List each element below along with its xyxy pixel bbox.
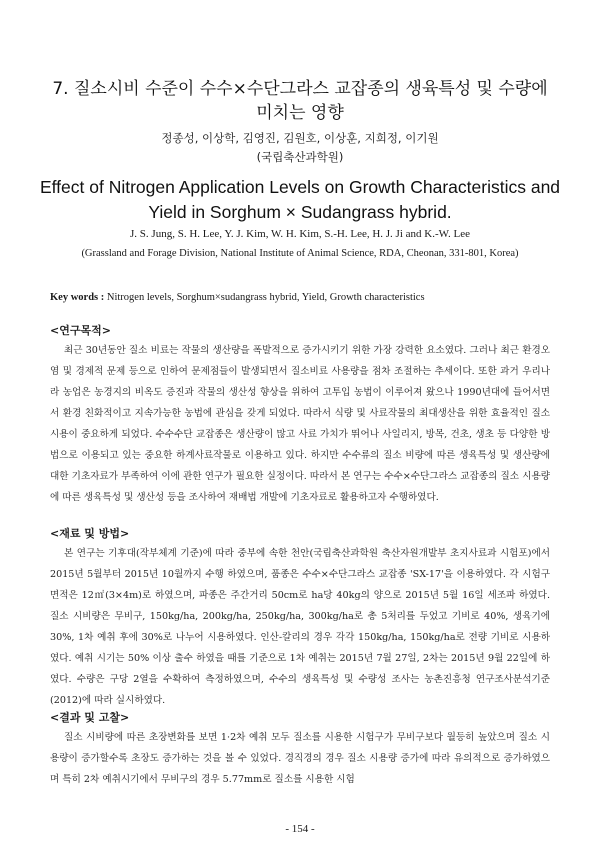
paragraph-purpose: 최근 30년동안 질소 비료는 작물의 생산량을 폭발적으로 증가시키기 위한 가장 강력한 요소였다. 그러나 최근 환경오염 및 경제적 문제 등으로 인하여 문제점들이 발생되면서 질소비료 사용량을 점차 조절하는 추세이다. 또한 과거 우리나라 농업은 농경지의 비옥도 증진과 작물의 생산성 향상을 위하여 고투입 농법이 이루어져 왔으나 1990년대에 들어서면서 환경 친화적이고 지속가능한 농법에 관심을 갖게 되었다. 따라서 식량 및 사료작물의 최대생산을 위한 효율적인 질소 시용이 중요하게 되었다. 수수수단 교잡종은 생산량이 많고 사료 가치가 뛰어나 사일리지, 방목, 건초, 생초 등 다양한 방법으로 이용되고 있는 중요한 하계사료작물로 이용하고 있다. 하지만 수수류의 질소 비량에 따른 생육특성 및 생산량에 대한 기초자료가 부족하여 이에 관한 연구가 필요한 실정이다. 따라서 본 연구는 수수×수단그라스 교잡종의 질소 시용량에 따른 생육특성 및 생산성 등을 조사하여 재배법 개발에 기초자료로 활용하고자 수행하였다. (50, 345, 550, 503)
authors-english: J. S. Jung, S. H. Lee, Y. J. Kim, W. H. Kim, S.-H. Lee, H. J. Ji and K.-W. Lee (130, 228, 470, 240)
title-korean-line1: 7. 질소시비 수준이 수수×수단그라스 교잡종의 생육특성 및 수량에 (52, 79, 548, 99)
title-english-line2: Yield in Sorghum × Sudangrass hybrid. (148, 202, 452, 222)
section-heading-methods: <재료 및 방법> (50, 527, 130, 540)
title-korean-line2: 미치는 영향 (256, 103, 344, 123)
keywords-text: Nitrogen levels, Sorghum×sudangrass hybrid, Yield, Growth characteristics (104, 292, 425, 303)
affiliation-english: (Grassland and Forage Division, National Institute of Animal Science, RDA, Cheonan, 331-801, Korea) (81, 248, 519, 259)
title-english-line1: Effect of Nitrogen Application Levels on Growth Characteristics and (39, 177, 561, 197)
keywords-label: Key words : (50, 292, 105, 303)
section-heading-results: <결과 및 고찰> (50, 711, 130, 724)
keywords-line (50, 290, 550, 306)
section-heading-purpose: <연구목적> (50, 324, 111, 337)
paragraph-results: 질소 시비량에 따른 초장변화를 보면 1·2차 예취 모두 질소를 시용한 시험구가 무비구보다 월등히 높았으며 질소 시용량이 증가할수록 초장도 증가하는 것을 볼 수 있었다. 경직경의 경우 질소 시용량 증가에 따라 유의적으로 증가하였으며 특히 2차 예취시기에서 무비구의 경우 5.77mm로 질소를 시용한 시험 (50, 732, 550, 785)
authors-korean: 정종성, 이상학, 김영진, 김원호, 이상훈, 지희정, 이기원 (161, 131, 439, 145)
affiliation-korean: (국립축산과학원) (256, 150, 344, 164)
page-number: - 154 - (285, 823, 315, 835)
paragraph-methods: 본 연구는 기후대(작부체계 기준)에 따라 중부에 속한 천안(국립축산과학원 축산자원개발부 초지사료과 시험포)에서 2015년 5월부터 2015년 10월까지 수행 하였으며, 품종은 수수×수단그라스 교잡종 'SX-17'을 이용하였다. 각 시험구 면적은 12㎡(3×4m)로 하였으며, 파종은 주간거리 50cm로 ha당 40kg의 양으로 2015년 5월 16일 세조파 하였다. 질소 시비량은 무비구, 150kg/ha, 200kg/ha, 250kg/ha, 300kg/ha로 총 5처리를 두었고 기비로 40%, 생육기에 30%, 1차 예취 후에 30%로 나누어 시용하였다. 인산-칼리의 경우 각각 150kg/ha, 150kg/ha로 전량 기비로 시용하였다. 예취 시기는 50% 이상 출수 하였을 때를 기준으로 1차 예취는 2015년 7월 27일, 2차는 2015년 9월 22일에 하였다. 수량은 구당 2열을 수확하여 측정하였으며, 수수의 생육특성 및 수량성 조사는 농촌진흥청 연구조사분석기준(2012)에 따라 실시하였다. (50, 548, 550, 706)
